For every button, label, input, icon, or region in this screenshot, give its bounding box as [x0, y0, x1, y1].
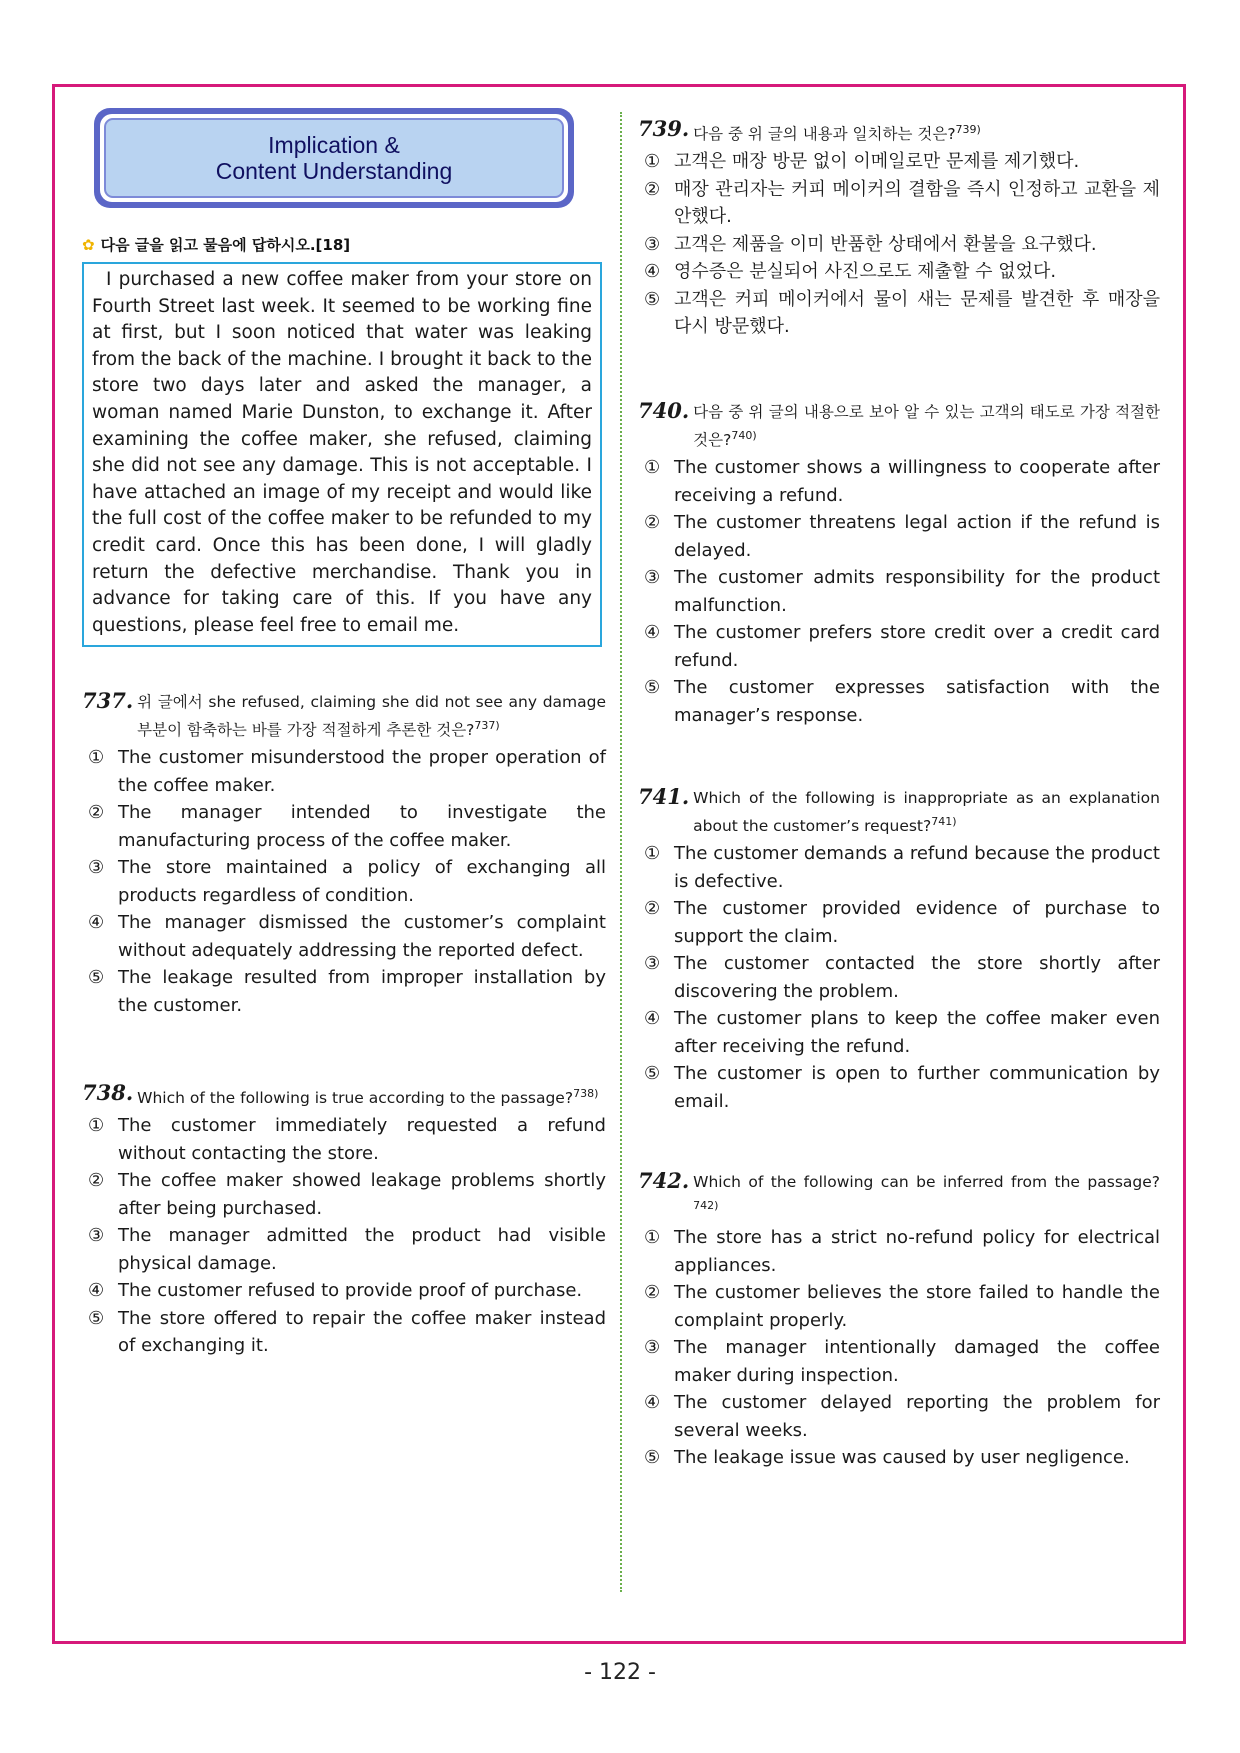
question-737 [82, 690, 606, 1019]
instruction-text: 다음 글을 읽고 물음에 답하시오.[18] [100, 236, 351, 254]
footnote-ref: 741) [931, 815, 957, 828]
column-divider [620, 112, 622, 1592]
option-5[interactable]: ⑤ 고객은 커피 메이커에서 물이 새는 문제를 발견한 후 매장을 다시 방문했다. [644, 288, 1160, 338]
option-5[interactable]: ⑤ The store offered to repair the coffee maker instead of exchanging it. [88, 1307, 606, 1357]
question-text: Which of the following can be inferred from the passage? [693, 1173, 1160, 1191]
instruction [82, 234, 350, 255]
footnote-ref: 737) [474, 719, 500, 732]
option-1[interactable]: ① The store has a strict no-refund policy for electrical appliances. [644, 1227, 1160, 1276]
question-740 [638, 400, 1160, 729]
option-3[interactable]: ③ The manager intentionally damaged the coffee maker during inspection. [644, 1337, 1160, 1386]
option-1[interactable]: ① The customer misunderstood the proper operation of the coffee maker. [88, 747, 606, 796]
page-number: - 122 - [584, 1660, 656, 1685]
footnote-ref: 740) [731, 429, 757, 442]
flower-icon: ✿ [82, 236, 95, 254]
option-4[interactable]: ④ The customer plans to keep the coffee maker even after receiving the refund. [644, 1008, 1160, 1057]
option-5[interactable]: ⑤ The customer expresses satisfaction with the manager’s response. [644, 677, 1160, 726]
footnote-ref: 742) [693, 1199, 719, 1212]
option-4[interactable]: ④ The customer delayed reporting the problem for several weeks. [644, 1392, 1160, 1441]
option-3[interactable]: ③ The store maintained a policy of exchanging all products regardless of condition. [88, 857, 606, 906]
option-4[interactable]: ④ 영수증은 분실되어 사진으로도 제출할 수 없었다. [644, 261, 1057, 283]
section-title-line1: Implication & [268, 132, 400, 158]
question-739 [638, 118, 1160, 341]
option-1[interactable]: ① The customer demands a refund because the product is defective. [644, 843, 1160, 892]
option-5[interactable]: ⑤ The customer is open to further communication by email. [644, 1063, 1160, 1112]
option-3[interactable]: ③ The customer contacted the store shortly after discovering the problem. [644, 953, 1160, 1002]
question-742 [638, 1170, 1160, 1472]
question-text: 위 글에서 she refused, claiming she did not see any damage 부분이 함축하는 바를 가장 적절하게 추론한 것은? [137, 693, 606, 740]
option-3[interactable]: ③ The manager admitted the product had visible physical damage. [88, 1225, 606, 1274]
option-2[interactable]: ② 매장 관리자는 커피 메이커의 결함을 즉시 인정하고 교환을 제안했다. [644, 178, 1160, 228]
option-5[interactable]: ⑤ The leakage issue was caused by user negligence. [644, 1447, 1130, 1469]
option-4[interactable]: ④ The manager dismissed the customer’s complaint without adequately addressing the reported defect. [88, 912, 606, 961]
option-4[interactable]: ④ The customer prefers store credit over a credit card refund. [644, 622, 1160, 671]
question-number: 742. [638, 1168, 690, 1193]
question-number: 739. [638, 116, 690, 141]
question-text: 다음 중 위 글의 내용과 일치하는 것은? [693, 125, 956, 144]
option-3[interactable]: ③ The customer admits responsibility for the product malfunction. [644, 567, 1160, 616]
question-741 [638, 786, 1160, 1115]
footnote-ref: 738) [573, 1087, 599, 1100]
question-number: 741. [638, 784, 690, 809]
option-2[interactable]: ② The coffee maker showed leakage problems shortly after being purchased. [88, 1170, 606, 1219]
option-5[interactable]: ⑤ The leakage resulted from improper installation by the customer. [88, 967, 606, 1016]
question-738 [82, 1082, 606, 1360]
question-text: Which of the following is inappropriate as an explanation about the customer’s request? [693, 789, 1160, 836]
option-1[interactable]: ① The customer shows a willingness to cooperate after receiving a refund. [644, 457, 1160, 506]
option-2[interactable]: ② The manager intended to investigate the manufacturing process of the coffee maker. [88, 802, 606, 851]
section-title-badge [94, 108, 574, 208]
section-title-line2: Content Understanding [215, 158, 453, 184]
option-2[interactable]: ② The customer believes the store failed to handle the complaint properly. [644, 1282, 1160, 1331]
option-4[interactable]: ④ The customer refused to provide proof of purchase. [88, 1280, 583, 1302]
option-1[interactable]: ① 고객은 매장 방문 없이 이메일로만 문제를 제기했다. [644, 151, 1080, 173]
reading-passage: I purchased a new coffee maker from your store on Fourth Street last week. It seemed to be working fine at first, but I soon noticed that water was leaking from the back of the machine. I brought it back to the store two days later and asked the manager, a woman named Marie Dunston, to exchange it. After examining the coffee maker, she refused, claiming she did not see any damage. This is not acceptable. I have attached an image of my receipt and would like the full cost of the coffee maker to be refunded to my credit card. Once this has been done, I will gladly return the defective merchandise. Thank you in advance for taking care of this. If you have any questions, please feel free to email me. [82, 262, 602, 647]
question-number: 738. [82, 1080, 134, 1105]
footnote-ref: 739) [955, 123, 981, 136]
question-number: 737. [82, 688, 134, 713]
question-text: 다음 중 위 글의 내용으로 보아 알 수 있는 고객의 태도로 가장 적절한 것은? [693, 403, 1160, 450]
question-text: Which of the following is true according to the passage? [137, 1089, 574, 1108]
option-2[interactable]: ② The customer provided evidence of purchase to support the claim. [644, 898, 1160, 947]
option-3[interactable]: ③ 고객은 제품을 이미 반품한 상태에서 환불을 요구했다. [644, 233, 1097, 255]
question-number: 740. [638, 398, 690, 423]
option-1[interactable]: ① The customer immediately requested a refund without contacting the store. [88, 1115, 606, 1164]
option-2[interactable]: ② The customer threatens legal action if the refund is delayed. [644, 512, 1160, 561]
